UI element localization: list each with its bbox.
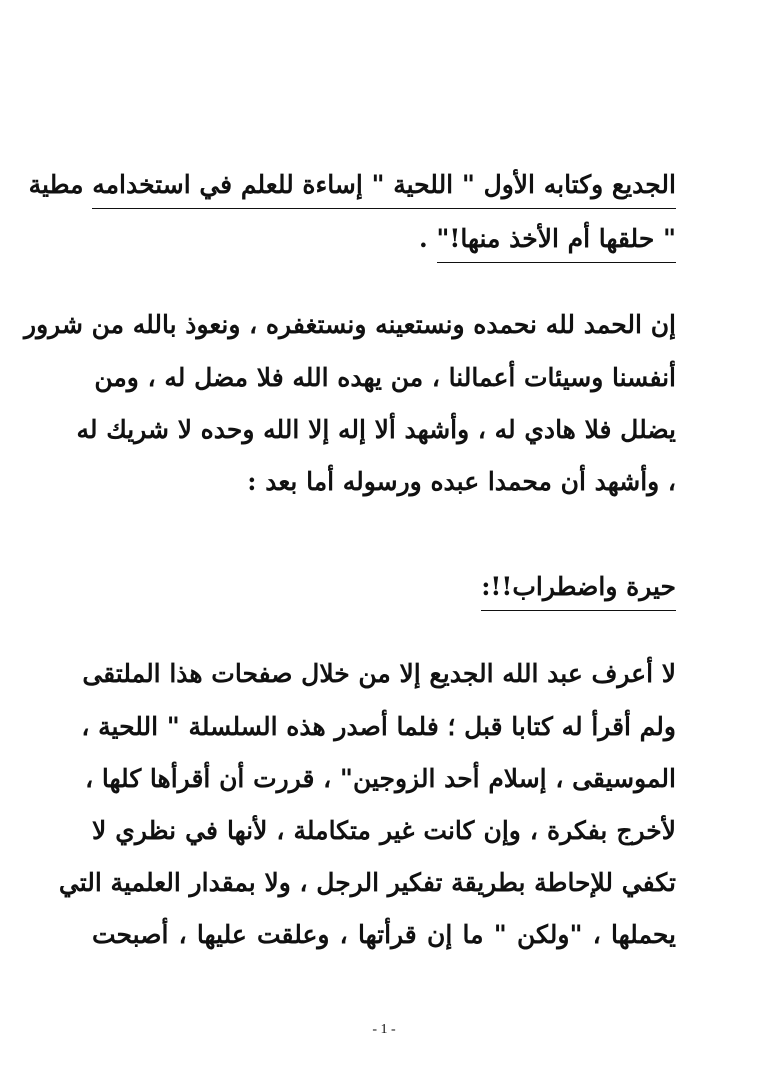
section-line-3: الموسيقى ، إسلام أحد الزوجين" ، قررت أن أقرأها كلها ،: [85, 764, 676, 793]
section-line-2: ولم أقرأ له كتابا قبل ؛ فلما أصدر هذه السلسلة " اللحية ،: [81, 712, 676, 741]
intro-line-4: ، وأشهد أن محمدا عبده ورسوله أما بعد :: [247, 467, 676, 496]
page-number: - 1 -: [372, 1022, 396, 1037]
section-line-6: يحملها ، "ولكن " ما إن قرأتها ، وعلقت عليها ، أصبحت: [92, 920, 676, 949]
intro-line-1: إن الحمد لله نحمده ونستعينه ونستغفره ، ونعوذ بالله من شرور: [24, 310, 676, 339]
section-line-5: تكفي للإحاطة بطريقة تفكير الرجل ، ولا بمقدار العلمية التي: [58, 868, 676, 897]
intro-line-3: يضلل فلا هادي له ، وأشهد ألا إله إلا الله وحده لا شريك له: [76, 415, 676, 444]
intro-line-2: أنفسنا وسيئات أعمالنا ، من يهده الله فلا مضل له ، ومن: [94, 363, 676, 392]
section-heading: حيرة واضطراب!!:: [481, 570, 676, 611]
section-line-4: لأخرج بفكرة ، وإن كانت غير متكاملة ، لأنها في نظري لا: [92, 816, 676, 845]
title-line-1: الجديع وكتابه الأول " اللحية " إساءة للعلم في استخدامه مطية: [92, 168, 676, 209]
section-line-1: لا أعرف عبد الله الجديع إلا من خلال صفحات هذا الملتقى: [82, 659, 676, 688]
title-line-2: " حلقها أم الأخذ منها!" .: [437, 222, 676, 263]
